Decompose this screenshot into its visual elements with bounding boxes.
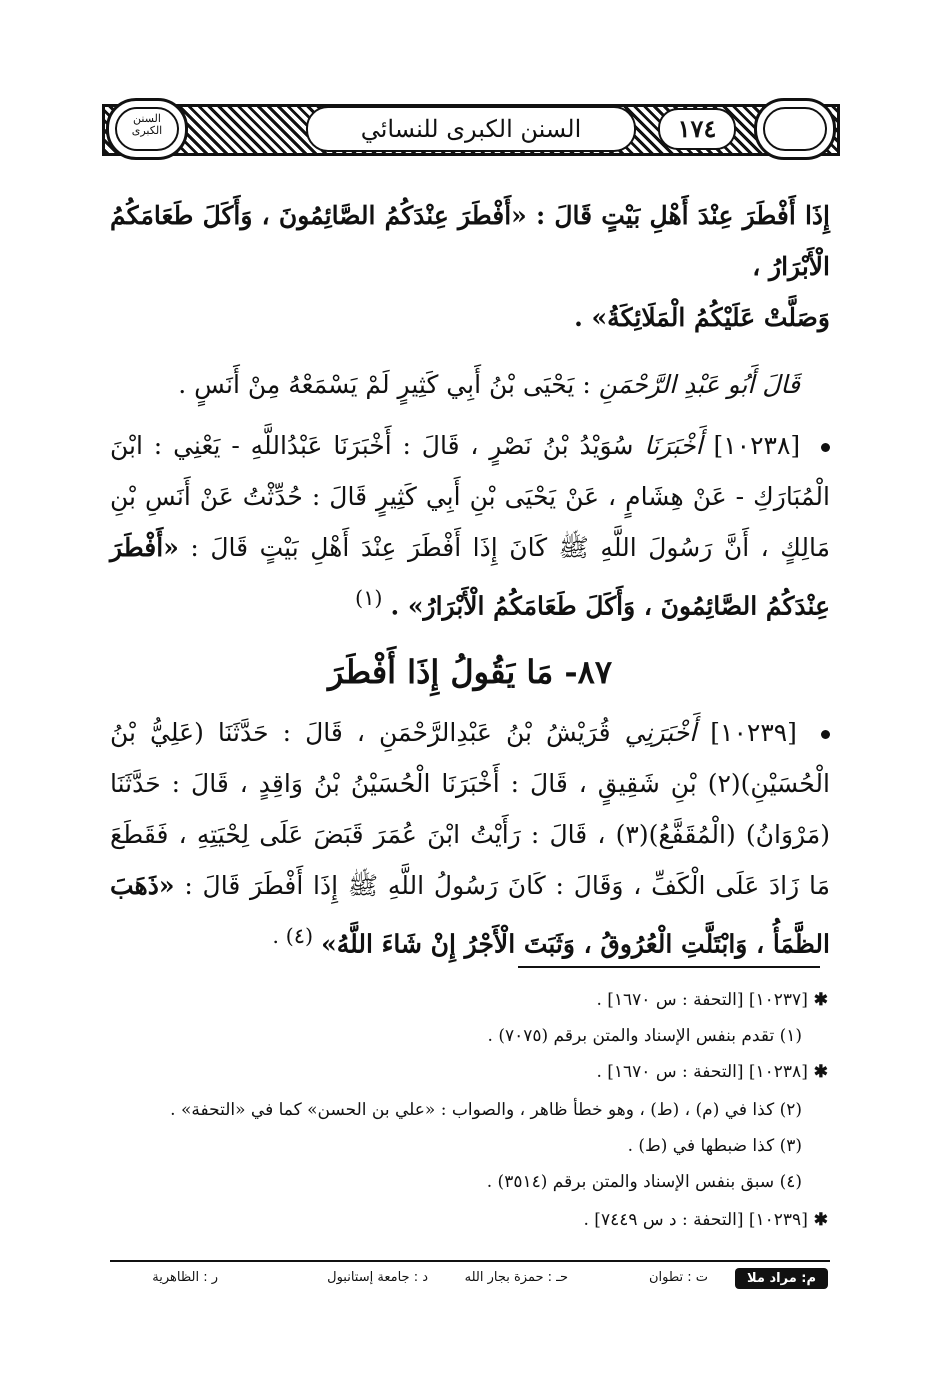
star-icon: ✱ xyxy=(807,1062,828,1082)
star-icon: ✱ xyxy=(807,990,828,1010)
book-logo-right-ornament xyxy=(754,98,836,160)
bullet-icon xyxy=(821,730,830,739)
page-header xyxy=(102,100,840,162)
footer-rule xyxy=(110,1260,830,1262)
footnote-text: (١) تقدم بنفس الإسناد والمتن برقم (٧٠٧٥) . xyxy=(487,1026,802,1046)
footnote-ref: (١) xyxy=(355,586,383,610)
manuscript-h: حـ : حمزة بجار الله xyxy=(464,1270,568,1285)
hadith-number: [١٠٢٣٨] xyxy=(713,431,801,460)
akhbarana: أَخْبَرَنَا xyxy=(644,431,703,460)
logo-text: السنن الكبرى xyxy=(131,113,163,137)
akhbarani: أَخْبَرَنِي xyxy=(624,718,697,748)
star-icon: ✱ xyxy=(807,1210,828,1230)
hadith-10239 xyxy=(110,707,830,969)
manuscript-t: ت : تطوان xyxy=(648,1270,708,1285)
paragraph-continued xyxy=(110,190,830,343)
author-note xyxy=(110,359,800,410)
chapter-title: ٨٧- مَا يَقُولُ إِذَا أَفْطَرَ xyxy=(327,653,613,692)
manuscript-r: ر : الظاهرية xyxy=(152,1270,218,1285)
isnad-text: سُوَيْدُ بْنُ نَصْرٍ ، قَالَ : أَخْبَرَنَا عَبْدُاللَّهِ - يَعْنِي : ابْنَ الْمُبَارَكِ - عَنْ هِشَامٍ ، عَنْ يَحْيَى بْنِ أَبِي كَثِيرٍ قَالَ : حُدِّثْتُ عَنْ أَنَسِ بْنِ مَالِكٍ ، أَنَّ رَسُولَ اللَّهِ ﷺ كَانَ إِذَا أَفْطَرَ عِنْدَ أَهْلِ بَيْتٍ قَالَ : xyxy=(110,431,830,562)
manuscript-d: د : جامعة إستانبول xyxy=(327,1270,428,1285)
manuscript-key xyxy=(118,1266,828,1292)
footnote-7 xyxy=(108,1210,828,1230)
footnote-5 xyxy=(108,1136,828,1156)
footnote-text: (٤) سبق بنفس الإسناد والمتن برقم (٣٥١٤) . xyxy=(486,1172,802,1192)
hadith-number: [١٠٢٣٩] xyxy=(710,718,797,748)
main-text xyxy=(110,190,830,970)
page-number: ١٧٤ xyxy=(658,108,736,150)
footnote-text: (٣) كذا ضبطها في (ط) . xyxy=(627,1136,802,1156)
footnote-1 xyxy=(108,990,828,1010)
footnote-ref: (٤) . xyxy=(272,924,314,949)
footnote-3 xyxy=(108,1062,828,1082)
hadith-10238 xyxy=(110,420,830,631)
book-logo xyxy=(106,98,188,160)
author-name: قَالَ أَبُو عَبْدِ الرَّحْمَنِ xyxy=(598,370,800,399)
footnote-4 xyxy=(108,1100,828,1120)
footnote-text: (٢) كذا في (م) ، (ط) ، وهو خطأ ظاهر ، والصواب : «علي بن الحسن» كما في «التحفة» . xyxy=(170,1100,802,1120)
footnote-separator xyxy=(518,966,820,968)
footnote-text: [١٠٢٣٩] [التحفة : د س ٧٤٤٩] . xyxy=(583,1210,808,1230)
author-note-text: : يَحْيَى بْنُ أَبِي كَثِيرٍ لَمْ يَسْمَعْهُ مِنْ أَنَسٍ . xyxy=(178,370,591,399)
footnote-6 xyxy=(108,1172,828,1192)
footnote-2 xyxy=(108,1026,828,1046)
manuscript-m: م: مراد ملا xyxy=(735,1268,828,1289)
footnote-text: [١٠٢٣٨] [التحفة : س ١٦٧٠] . xyxy=(596,1062,808,1082)
matn-text: «أَفْطَرَ عِنْدَكُمُ الصَّائِمُونَ ، وَأَكَلَ طَعَامَكُمُ الْأَبْرَارُ» . xyxy=(110,533,830,621)
footnote-text: [١٠٢٣٧] [التحفة : س ١٦٧٠] . xyxy=(596,990,808,1010)
matn-line-1: إِذَا أَفْطَرَ عِنْدَ أَهْلِ بَيْتٍ قَالَ : «أَفْطَرَ عِنْدَكُمُ الصَّائِمُونَ ، وَأَكَلَ طَعَامَكُمُ الْأَبْرَارُ ، xyxy=(110,201,830,281)
matn-line-2: وَصَلَّتْ عَلَيْكُمُ الْمَلَائِكَةُ» . xyxy=(574,303,830,332)
bullet-icon xyxy=(821,443,830,452)
running-title: السنن الكبرى للنسائي xyxy=(306,106,636,152)
matn-text: «ذَهَبَ الظَّمَأُ ، وَابْتَلَّتِ الْعُرُوقُ ، وَثَبَتَ الْأَجْرُ إِنْ شَاءَ اللَّهُ» xyxy=(110,871,830,959)
isnad-text: قُرَيْشُ بْنُ عَبْدِالرَّحْمَنِ ، قَالَ : حَدَّثَنَا (عَلِيُّ بْنُ الْحُسَيْنِ)(٢) بْنِ شَقِيقٍ ، قَالَ : أَخْبَرَنَا الْحُسَيْنُ بْنُ وَاقِدٍ ، قَالَ : حَدَّثَنَا (مَرْوَانُ) (الْمُقَفَّعُ)(٣) ، قَالَ : رَأَيْتُ ابْنَ عُمَرَ قَبَضَ عَلَى لِحْيَتِهِ ، فَقَطَعَ مَا زَادَ عَلَى الْكَفِّ ، وَقَالَ : كَانَ رَسُولُ اللَّهِ ﷺ إِذَا أَفْطَرَ قَالَ : xyxy=(110,718,830,901)
